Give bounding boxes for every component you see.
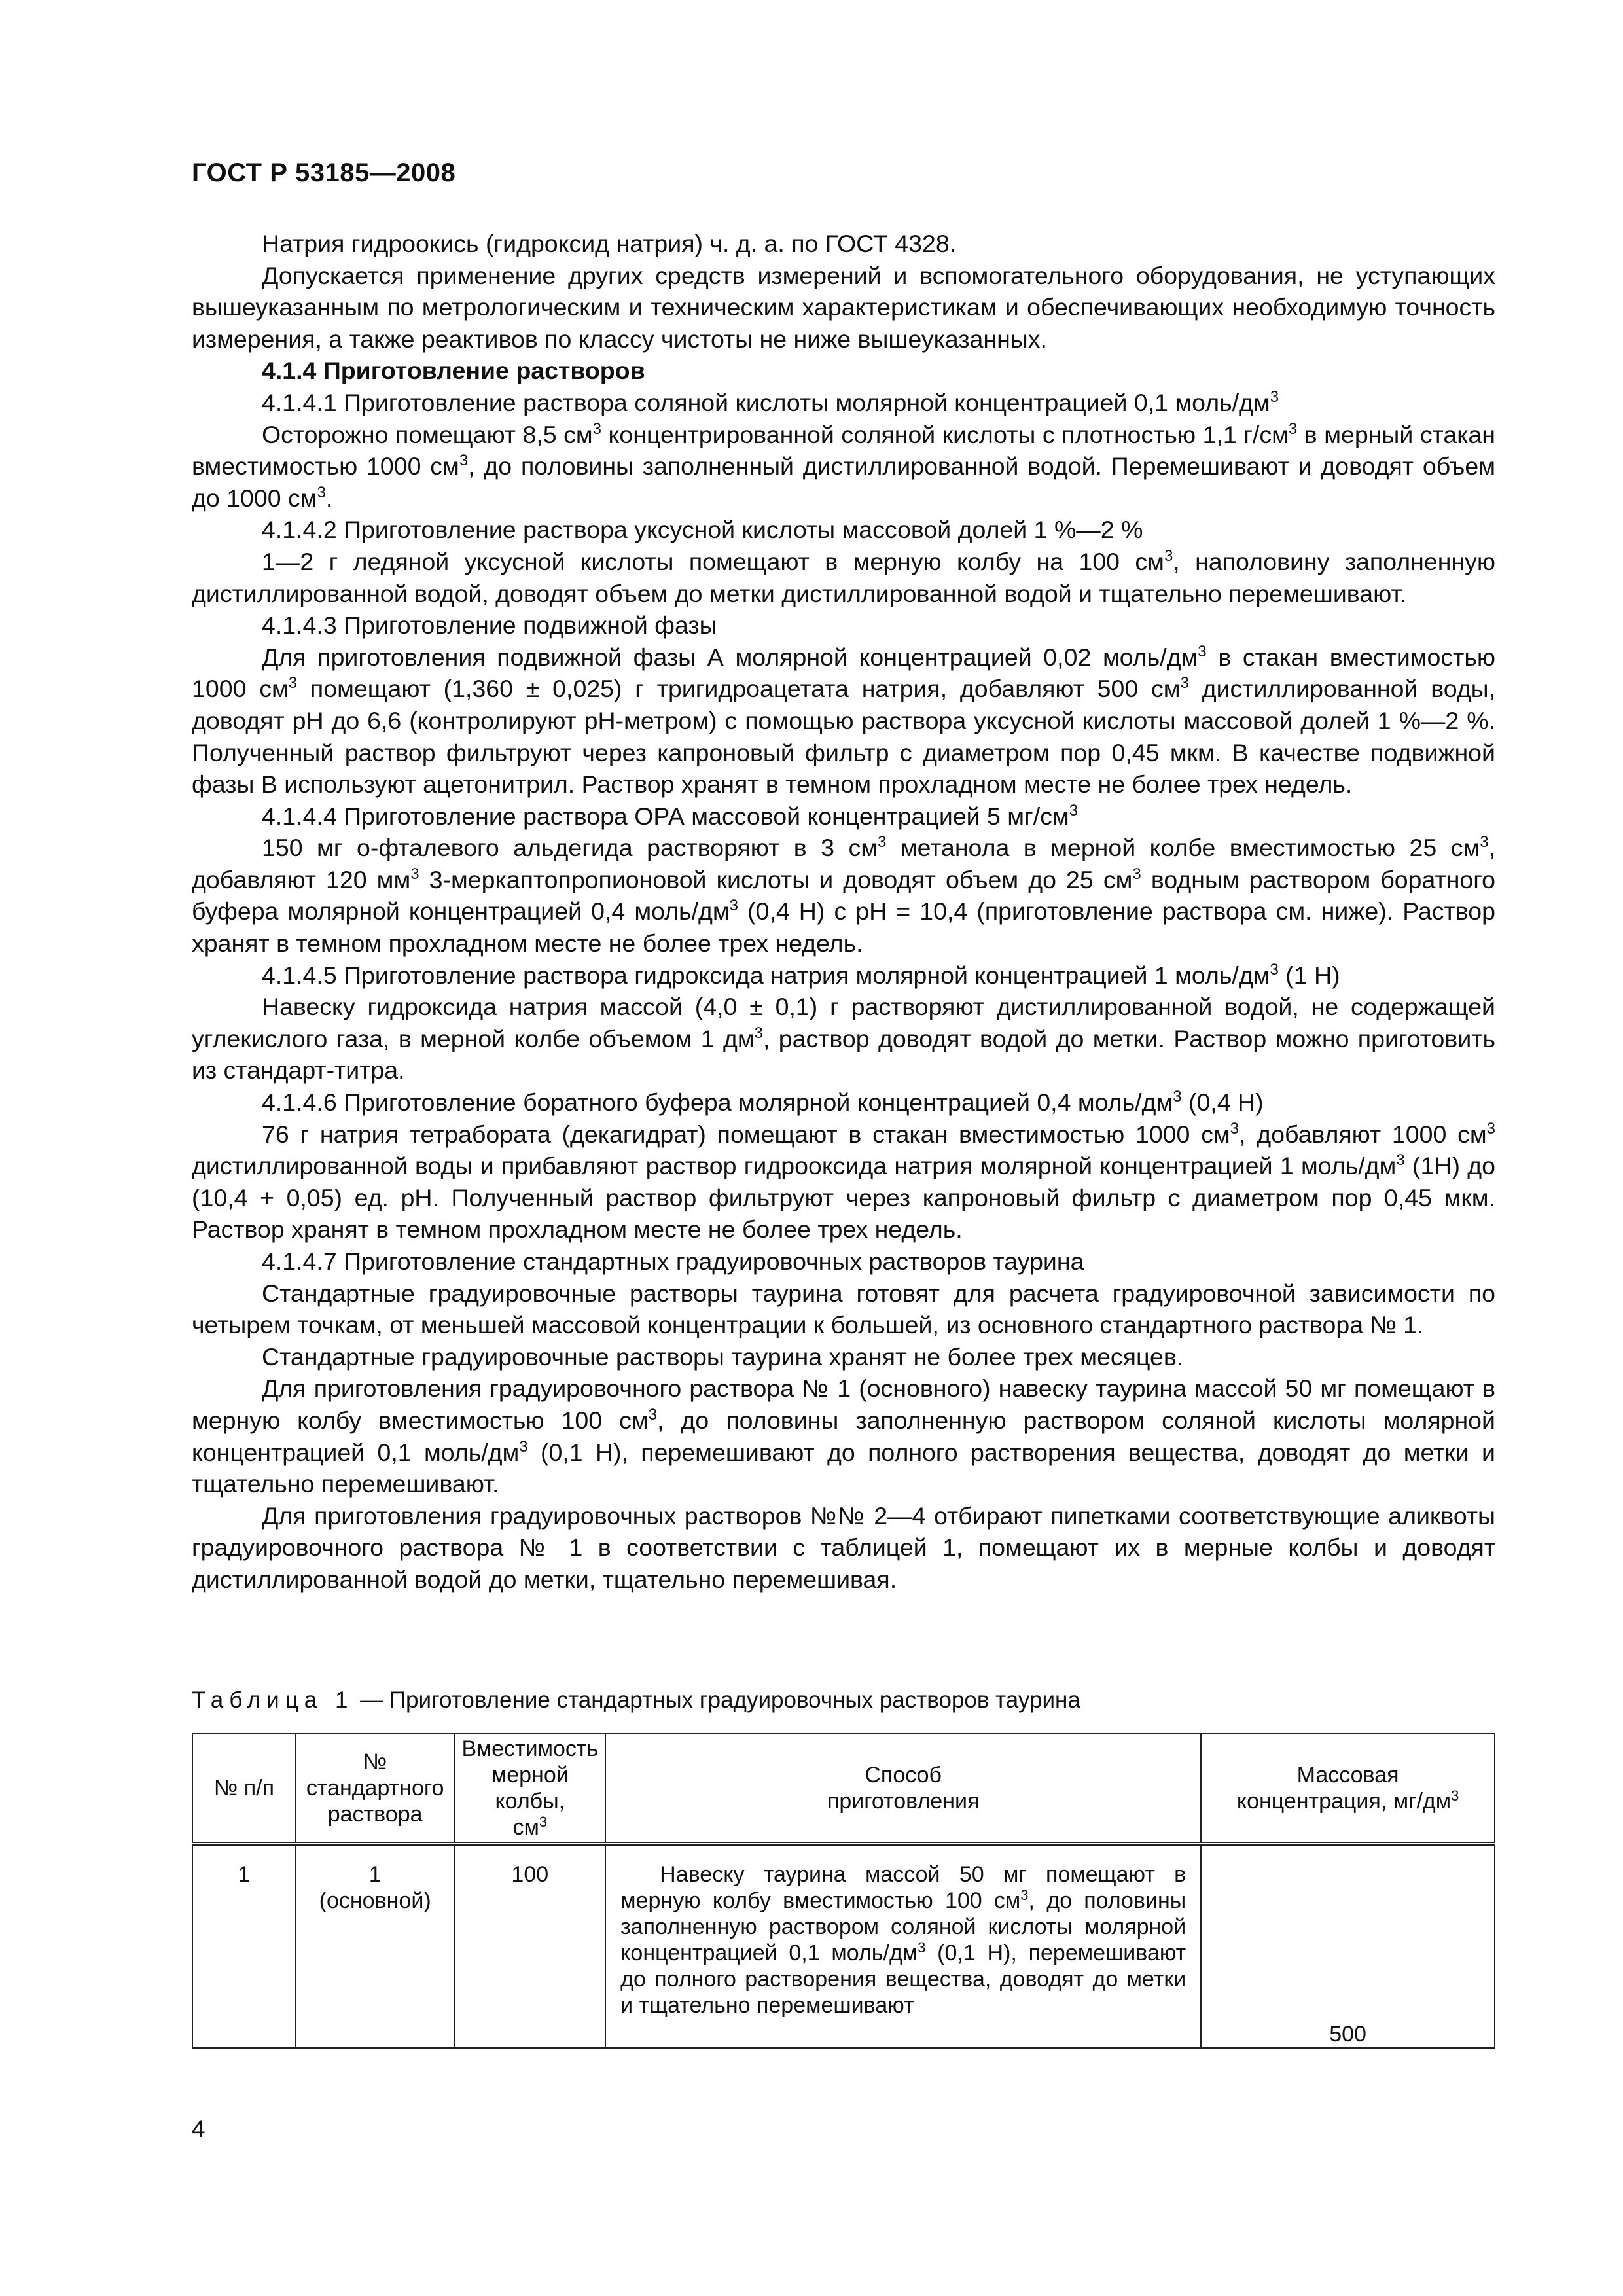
paragraph: Натрия гидроокись (гидроксид натрия) ч. д. а. по ГОСТ 4328.: [262, 230, 957, 257]
paragraph: 76 г натрия тетрабората (декагидрат) помещают в стакан вместимостью 1000 $см^3$, добавляют 1000 $см^3$ дистиллированной воды и прибавляют раствор гидрооксида натрия молярной концентрацией 1 моль/$дм^3$ (1Н) до (10,4 + 0,05) ед. pH. Полученный раствор фильтруют через капроновый фильтр с диаметром пор 0,45 мкм. Раствор хранят в темном прохладном месте не более трех недель.: [192, 1119, 1495, 1244]
cell-method: Навеску таурина массой 50 мг помещают в мерную колбу вместимостью 100 $см^3$, до половины заполненную раствором соляной кислоты молярной концентрацией 0,1 моль/$дм^3$ (0,1 Н), перемешивают до полного растворения вещества, доводят до метки и тщательно перемешивают: [605, 1844, 1201, 2048]
cell-num: 1: [192, 1844, 296, 2048]
paragraph: Допускается применение других средств измерений и вспомогательного оборудования, не уступающих вышеуказанным по метрологическим и техническим характеристикам и обеспечивающих необходимую точность измерения, а также реактивов по классу чистоты не ниже вышеуказанных.: [192, 261, 1495, 353]
cell-standard: 1 (основной): [296, 1844, 455, 2048]
subsection-title: 4.1.4.7 Приготовление стандартных градуировочных растворов таурина: [262, 1247, 1084, 1275]
paragraph: Навеску гидроксида натрия массой (4,0 ± 0,1) г растворяют дистиллированной водой, не содержащей углекислого газа, в мерной колбе объемом 1 $дм^3$, раствор доводят водой до метки. Раствор можно приготовить из стандарт-титра.: [192, 993, 1495, 1085]
subsection-title: 4.1.4.2 Приготовление раствора уксусной кислоты массовой долей 1 %—2 %: [262, 516, 1143, 544]
paragraph: Стандартные градуировочные растворы таурина готовят для расчета градуировочной зависимости по четырем точкам, от меньшей массовой концентрации к большей, из основного стандартного раствора № 1.: [192, 1279, 1495, 1339]
table-caption-text: — Приготовление стандартных градуировочных растворов таурина: [353, 1687, 1080, 1713]
paragraph: 150 мг о-фталевого альдегида растворяют в 3 $см^3$ метанола в мерной колбе вместимостью 25 $см^3$, добавляют 120 $мм^3$ 3-меркаптопропионовой кислоты и доводят объем до 25 $см^3$ водным раствором боратного буфера молярной концентрацией 0,4 моль/$дм^3$ (0,4 Н) с pH = 10,4 (приготовление раствора см. ниже). Раствор хранят в темном прохладном месте не более трех недель.: [192, 833, 1495, 958]
cell-concentration: 500: [1201, 1844, 1495, 2048]
header-method: Способ приготовления: [605, 1734, 1201, 1844]
paragraph: Стандартные градуировочные растворы таурина хранят не более трех месяцев.: [262, 1342, 1184, 1371]
cell-volume: 100: [454, 1844, 605, 2048]
subsection-title: 4.1.4.6 Приготовление боратного буфера молярной концентрацией 0,4 моль/$дм^3$ (0,4 Н): [262, 1088, 1264, 1117]
subsection-title: 4.1.4.3 Приготовление подвижной фазы: [262, 611, 717, 639]
subsection-title: 4.1.4.4 Приготовление раствора ОРА массовой концентрацией 5 $мг/см^3$: [262, 801, 1079, 830]
paragraph: Для приготовления градуировочных растворов №№ 2—4 отбирают пипетками соответствующие аликвоты градуировочного раствора № 1 в соответствии с таблицей 1, помещают их в мерные колбы и доводят дистиллированной водой до метки, тщательно перемешивая.: [192, 1501, 1495, 1593]
header-num: № п/п: [192, 1734, 296, 1844]
document-body: [192, 228, 1495, 1596]
table-caption: [192, 1687, 1080, 1713]
table-header-row: [192, 1734, 1495, 1844]
subsection-title: 4.1.4.5 Приготовление раствора гидроксида натрия молярной концентрацией 1 моль/$дм^3$ (1 Н): [262, 960, 1340, 989]
header-standard: № стандартного раствора: [296, 1734, 455, 1844]
paragraph: Для приготовления градуировочного раствора № 1 (основного) навеску таурина массой 50 мг помещают в мерную колбу вместимостью 100 $см^3$, до половины заполненную раствором соляной кислоты молярной концентрацией 0,1 моль/$дм^3$ (0,1 Н), перемешивают до полного растворения вещества, доводят до метки и тщательно перемешивают.: [192, 1374, 1495, 1498]
section-heading: 4.1.4 Приготовление растворов: [262, 357, 645, 385]
header-volume: Вместимость мерной колбы, $см^3$: [454, 1734, 605, 1844]
subsection-title: 4.1.4.1 Приготовление раствора соляной кислоты молярной концентрацией 0,1 моль/$дм^3$: [262, 387, 1279, 416]
paragraph: 1—2 г ледяной уксусной кислоты помещают в мерную колбу на 100 $см^3$, наполовину заполненную дистиллированной водой, доводят объем до метки дистиллированной водой и тщательно перемешивают.: [192, 547, 1495, 607]
header-concentration: Массовая концентрация, $мг/дм^3$: [1201, 1734, 1495, 1844]
taurine-standards-table: [192, 1733, 1495, 2049]
page-number: 4: [192, 2115, 205, 2142]
paragraph: Осторожно помещают 8,5 $см^3$ концентрированной соляной кислоты с плотностью 1,1 $г/см^3$ в мерный стакан вместимостью 1000 $см^3$, до половины заполненный дистиллированной водой. Перемешивают и доводят объем до 1000 $см^3$.: [192, 420, 1495, 512]
table-caption-label: Таблица 1: [192, 1687, 354, 1713]
paragraph: Для приготовления подвижной фазы А молярной концентрацией 0,02 моль/$дм^3$ в стакан вместимостью 1000 $см^3$ помещают (1,360 ± 0,025) г тригидроацетата натрия, добавляют 500 $см^3$ дистиллированной воды, доводят pH до 6,6 (контролируют pH-метром) с помощью раствора уксусной кислоты массовой долей 1 %—2 %. Полученный раствор фильтруют через капроновый фильтр с диаметром пор 0,45 мкм. В качестве подвижной фазы В используют ацетонитрил. Раствор хранят в темном прохладном месте не более трех недель.: [192, 642, 1495, 798]
doc-header-code: ГОСТ Р 53185—2008: [192, 158, 456, 187]
table-row: [192, 1844, 1495, 2048]
